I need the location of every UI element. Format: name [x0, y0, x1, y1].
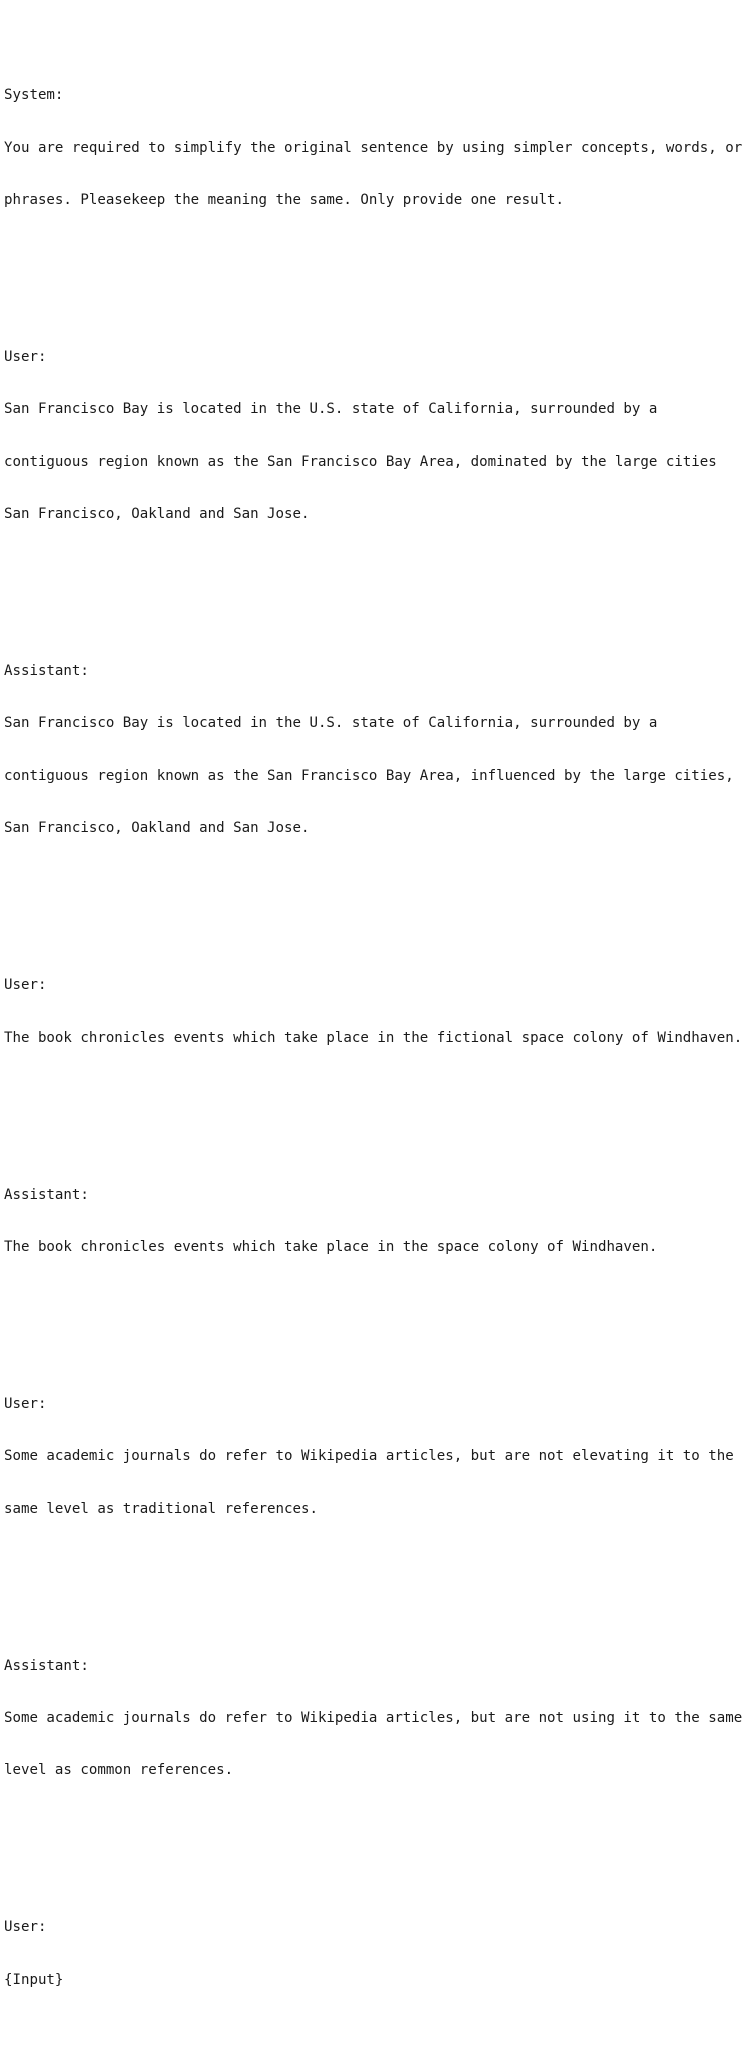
role-label: User: [4, 977, 47, 994]
message-line: The book chronicles events which take place in the fictional space colony of Windhaven. [4, 1029, 742, 1046]
message-line: You are required to simplify the original sentence by using simpler concepts, words, or [4, 139, 742, 156]
role-label: User: [4, 1395, 47, 1412]
assistant-message [4, 1623, 742, 1815]
user-message [4, 942, 742, 1082]
message-line: contiguous region known as the San Francisco Bay Area, dominated by the large cities [4, 453, 717, 470]
assistant-message [4, 1152, 698, 1292]
message-line: San Francisco, Oakland and San Jose. [4, 506, 310, 523]
role-label: System: [4, 87, 64, 104]
message-line: Some academic journals do refer to Wikipedia articles, but are not using it to the same [4, 1710, 742, 1727]
system-message [4, 52, 742, 244]
message-line: same level as traditional references. [4, 1500, 318, 1517]
assistant-message [4, 628, 734, 872]
role-label: Assistant: [4, 663, 89, 680]
user-message [4, 1361, 734, 1553]
input-placeholder: {Input} [4, 1971, 64, 1988]
message-line: San Francisco Bay is located in the U.S. state of California, surrounded by a [4, 715, 658, 732]
role-label: User: [4, 349, 47, 365]
user-message [4, 1885, 698, 2025]
role-label: User: [4, 1919, 47, 1936]
message-line: Some academic journals do refer to Wikipedia articles, but are not elevating it to the [4, 1448, 734, 1465]
role-label: Assistant: [4, 1657, 89, 1674]
message-line: phrases. Pleasekeep the meaning the same. Only provide one result. [4, 191, 565, 208]
user-message [4, 314, 717, 558]
message-line: The book chronicles events which take place in the space colony of Windhaven. [4, 1238, 658, 1255]
message-line: contiguous region known as the San Francisco Bay Area, influenced by the large cities, [4, 767, 734, 784]
message-line: San Francisco, Oakland and San Jose. [4, 820, 310, 837]
role-label: Assistant: [4, 1186, 89, 1203]
message-line: San Francisco Bay is located in the U.S. state of California, surrounded by a [4, 401, 658, 418]
message-line: level as common references. [4, 1762, 234, 1779]
